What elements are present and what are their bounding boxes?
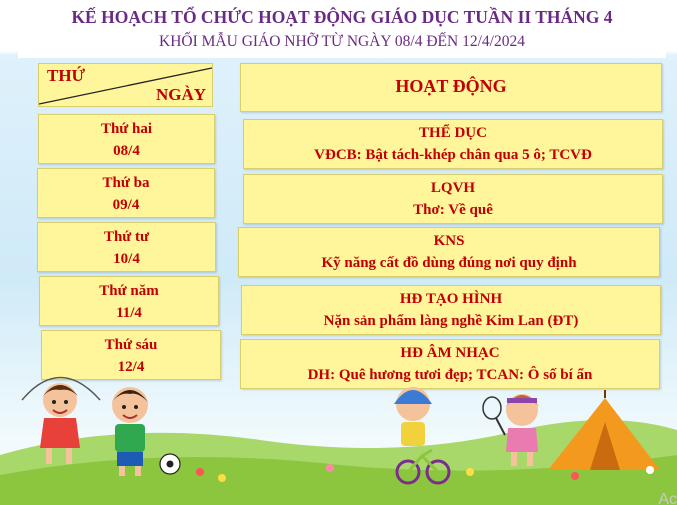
corner-header-cell: [38, 63, 213, 107]
activity-cell-tue: [243, 174, 663, 224]
activity-header-label: HOẠT ĐỘNG: [395, 76, 507, 96]
day-cell-tue: [37, 168, 215, 218]
activity-subject: HĐ ÂM NHẠC: [400, 345, 500, 361]
soccer-boy-icon: [112, 387, 148, 476]
corner-label-date: NGÀY: [155, 85, 206, 104]
page-subtitle: KHỐI MẪU GIÁO NHỠ TỪ NGÀY 08/4 ĐẾN 12/4/2024: [159, 33, 525, 50]
activity-subject: LQVH: [430, 180, 476, 196]
day-date: 09/4: [112, 197, 140, 213]
day-cell-wed: [37, 222, 216, 272]
header: [18, 0, 666, 58]
activity-detail: Kỹ năng cất đồ dùng đúng nơi quy định: [321, 255, 577, 271]
activity-detail: VĐCB: Bật tách-khép chân qua 5 ô; TCVĐ: [314, 147, 592, 163]
activity-header-cell: [240, 63, 662, 112]
activity-subject: KNS: [433, 233, 465, 249]
activity-subject: THỂ DỤC: [419, 125, 487, 141]
day-name: Thứ ba: [102, 175, 150, 191]
activity-cell-mon: [243, 119, 663, 169]
day-cell-mon: [38, 114, 215, 164]
activity-subject: HĐ TẠO HÌNH: [399, 291, 503, 307]
day-name: Thứ sáu: [104, 337, 158, 353]
meadow-scene: [0, 360, 677, 505]
day-date: 10/4: [113, 251, 140, 267]
day-name: Thứ hai: [100, 121, 153, 137]
page-title: KẾ HOẠCH TỔ CHỨC HOẠT ĐỘNG GIÁO DỤC TUẦN II THÁNG 4: [71, 7, 613, 27]
day-name: Thứ năm: [99, 283, 159, 299]
activity-detail: Nặn sản phẩm làng nghề Kim Lan (ĐT): [323, 313, 579, 329]
watermark-text: Ac: [658, 491, 677, 505]
activity-cell-wed: [238, 227, 660, 277]
day-name: Thứ tư: [103, 229, 150, 245]
day-date: 12/4: [117, 359, 145, 375]
activity-cell-thu: [241, 285, 661, 335]
day-date: 08/4: [113, 143, 140, 159]
activity-detail: Thơ: Về quê: [413, 202, 493, 218]
day-date: 11/4: [116, 305, 142, 321]
activity-detail: DH: Quê hương tươi đẹp; TCAN: Ô số bí ẩn: [307, 367, 593, 383]
soccer-ball-icon: [160, 454, 180, 474]
corner-label-day: THỨ: [47, 66, 86, 85]
day-cell-thu: [39, 276, 219, 326]
